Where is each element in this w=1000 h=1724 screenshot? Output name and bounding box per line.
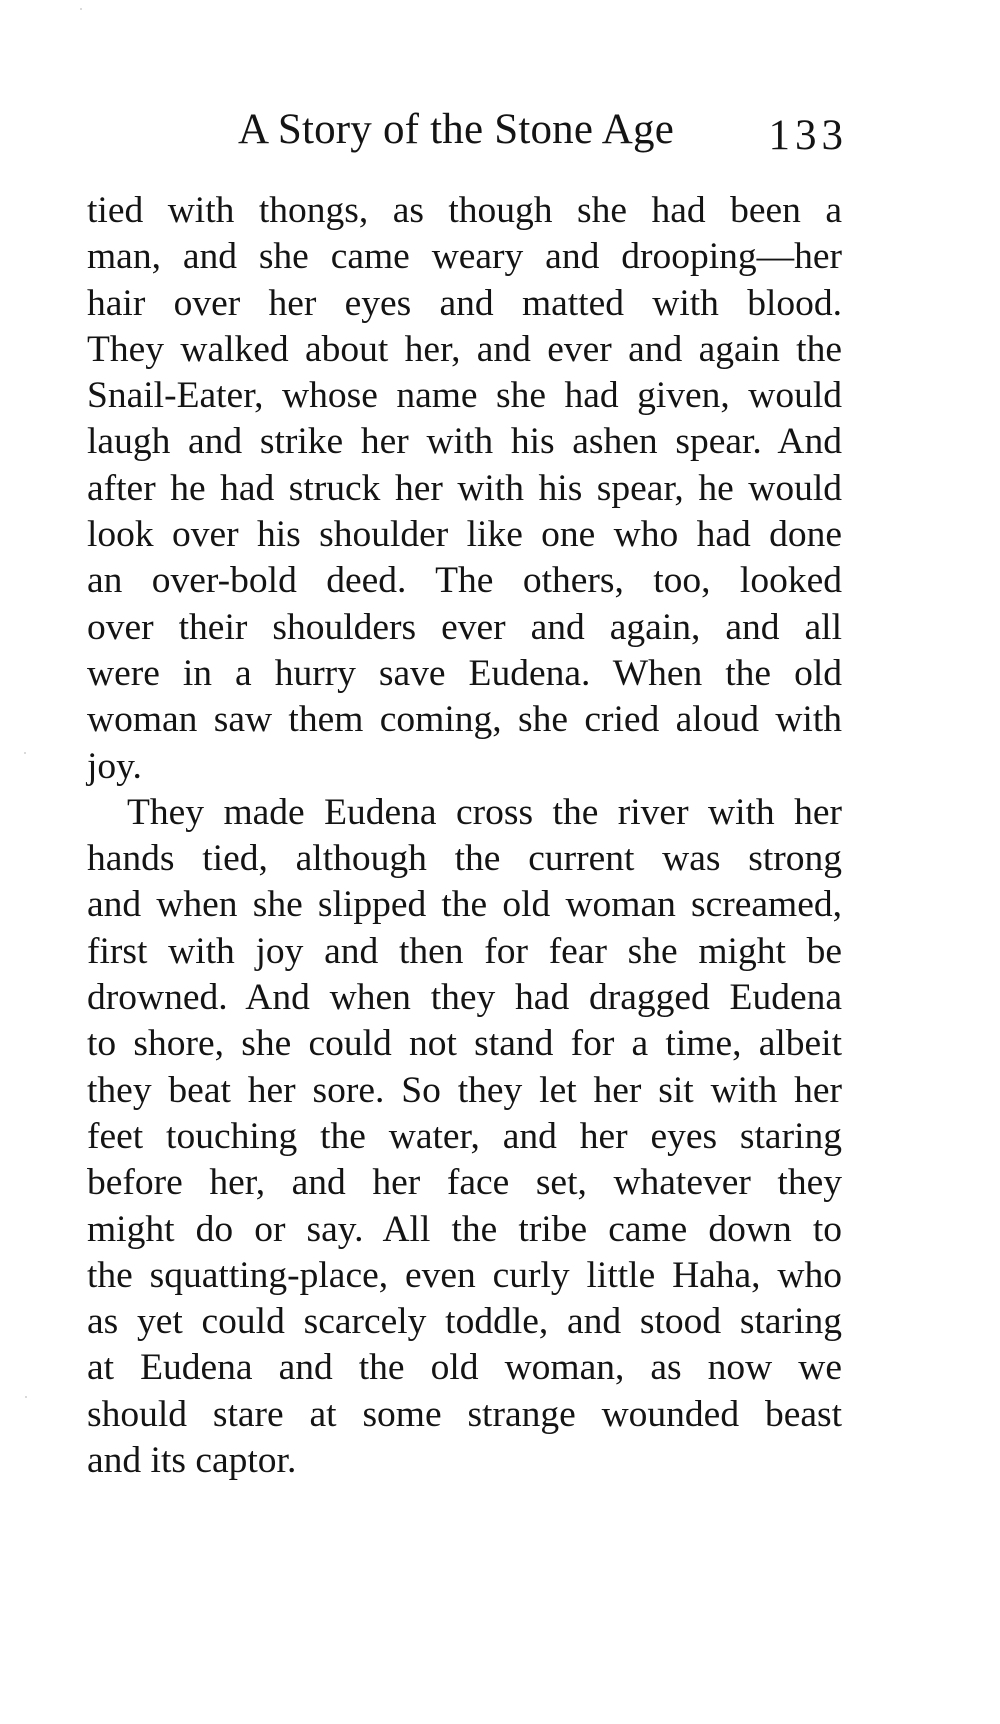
page-number: 133: [768, 112, 848, 159]
text-line: were in a hurry save Eudena. When the old: [87, 652, 842, 694]
text-line: should stare at some strange wounded beast: [87, 1393, 842, 1435]
paragraph-1: [87, 188, 842, 790]
text-line: woman saw them coming, she cried aloud with: [87, 699, 842, 741]
text-line: They made Eudena cross the river with her: [127, 791, 842, 833]
text-line: laugh and strike her with his ashen spear. And: [87, 421, 842, 463]
scan-speck: [25, 1396, 27, 1398]
text-line: feet touching the water, and her eyes staring: [87, 1115, 842, 1157]
text-line: before her, and her face set, whatever they: [87, 1162, 842, 1204]
text-line: look over his shoulder like one who had done: [87, 514, 842, 556]
scan-speck: [24, 752, 26, 754]
body-text: [87, 188, 842, 1484]
text-line: man, and she came weary and drooping—her: [87, 236, 842, 278]
text-line: as yet could scarcely toddle, and stood staring: [87, 1301, 842, 1343]
text-line: at Eudena and the old woman, as now we: [87, 1347, 842, 1389]
scan-speck: [80, 8, 82, 10]
text-line: to shore, she could not stand for a time, albeit: [87, 1023, 842, 1065]
text-line: might do or say. All the tribe came down to: [87, 1208, 842, 1250]
text-line: hair over her eyes and matted with blood.: [87, 282, 842, 324]
text-line: and its captor.: [87, 1440, 297, 1482]
paragraph-2: [87, 790, 842, 1484]
running-head: [238, 102, 848, 158]
text-line: over their shoulders ever and again, and all: [87, 606, 842, 648]
text-line: after he had struck her with his spear, he would: [87, 467, 842, 509]
text-line: and when she slipped the old woman screamed,: [87, 884, 842, 926]
text-line: joy.: [87, 745, 142, 787]
text-line: hands tied, although the current was strong: [87, 838, 842, 880]
text-line: Snail-Eater, whose name she had given, would: [87, 375, 842, 417]
text-line: an over-bold deed. The others, too, looked: [87, 560, 842, 602]
text-line: tied with thongs, as though she had been a: [87, 190, 842, 231]
text-line: They walked about her, and ever and again the: [87, 328, 842, 370]
text-line: first with joy and then for fear she might be: [87, 930, 842, 972]
text-line: drowned. And when they had dragged Eudena: [87, 977, 842, 1019]
text-line: the squatting-place, even curly little Haha, who: [87, 1254, 842, 1296]
running-title: A Story of the Stone Age: [238, 106, 674, 153]
text-line: they beat her sore. So they let her sit with her: [87, 1069, 842, 1111]
